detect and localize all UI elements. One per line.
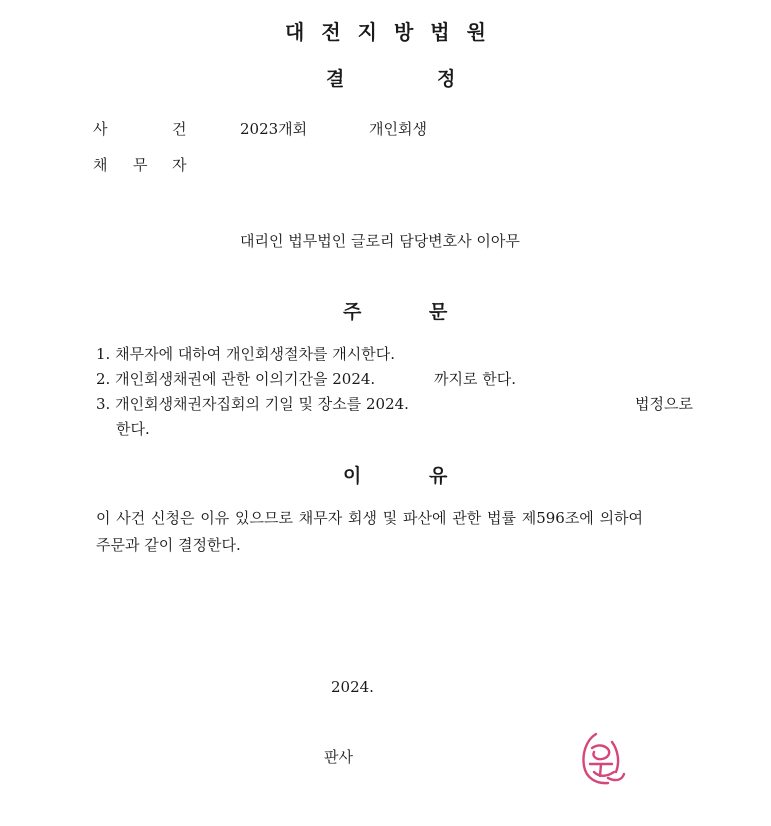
seal-icon bbox=[578, 728, 630, 788]
order-num: 2. bbox=[96, 370, 111, 388]
order-item-2-tail: 까지로 한다. bbox=[434, 370, 516, 388]
debtor-label-1: 채 bbox=[93, 156, 108, 174]
order-num: 3. bbox=[96, 395, 111, 413]
debtor-label-3: 자 bbox=[172, 156, 187, 174]
order-text: 채무자에 대하여 개인회생절차를 개시한다. bbox=[115, 345, 395, 363]
reason-heading-left: 이 bbox=[343, 465, 362, 487]
seal-stroke bbox=[612, 742, 618, 772]
order-heading-right: 문 bbox=[429, 301, 448, 323]
order-item-3-tail: 법정으로 bbox=[635, 395, 693, 413]
decision-date: 2024. bbox=[331, 678, 374, 696]
debtor-label-2: 무 bbox=[133, 156, 148, 174]
order-text: 개인회생채권에 관한 이의기간을 2024. bbox=[115, 370, 376, 388]
order-item-1 bbox=[96, 343, 395, 364]
order-heading-left: 주 bbox=[343, 301, 362, 323]
judge-seal bbox=[578, 728, 630, 788]
seal-stroke bbox=[592, 745, 609, 759]
doc-title-right: 정 bbox=[437, 68, 456, 90]
seal-stroke bbox=[590, 764, 614, 776]
reason-heading-right: 유 bbox=[429, 465, 448, 487]
court-name: 대전지방법원 bbox=[285, 20, 503, 44]
reason-line-1: 이 사건 신청은 이유 있으므로 채무자 회생 및 파산에 관한 법률 제596조에 의하여 bbox=[96, 509, 644, 527]
agent-line: 대리인 법무법인 글로리 담당변호사 이아무 bbox=[240, 232, 520, 250]
order-item-2 bbox=[96, 368, 375, 389]
order-text: 개인회생채권자집회의 기일 및 장소를 2024. bbox=[115, 395, 409, 413]
order-num: 1. bbox=[96, 345, 111, 363]
case-type: 개인회생 bbox=[369, 120, 427, 138]
order-item-3 bbox=[96, 393, 409, 414]
case-number: 2023개회 bbox=[240, 120, 308, 138]
case-label-1: 사 bbox=[93, 120, 108, 138]
judge-label: 판사 bbox=[324, 748, 353, 766]
reason-line-2: 주문과 같이 결정한다. bbox=[96, 536, 241, 554]
doc-title-left: 결 bbox=[326, 68, 345, 90]
order-item-3-cont: 한다. bbox=[116, 420, 150, 438]
case-label-2: 건 bbox=[172, 120, 187, 138]
